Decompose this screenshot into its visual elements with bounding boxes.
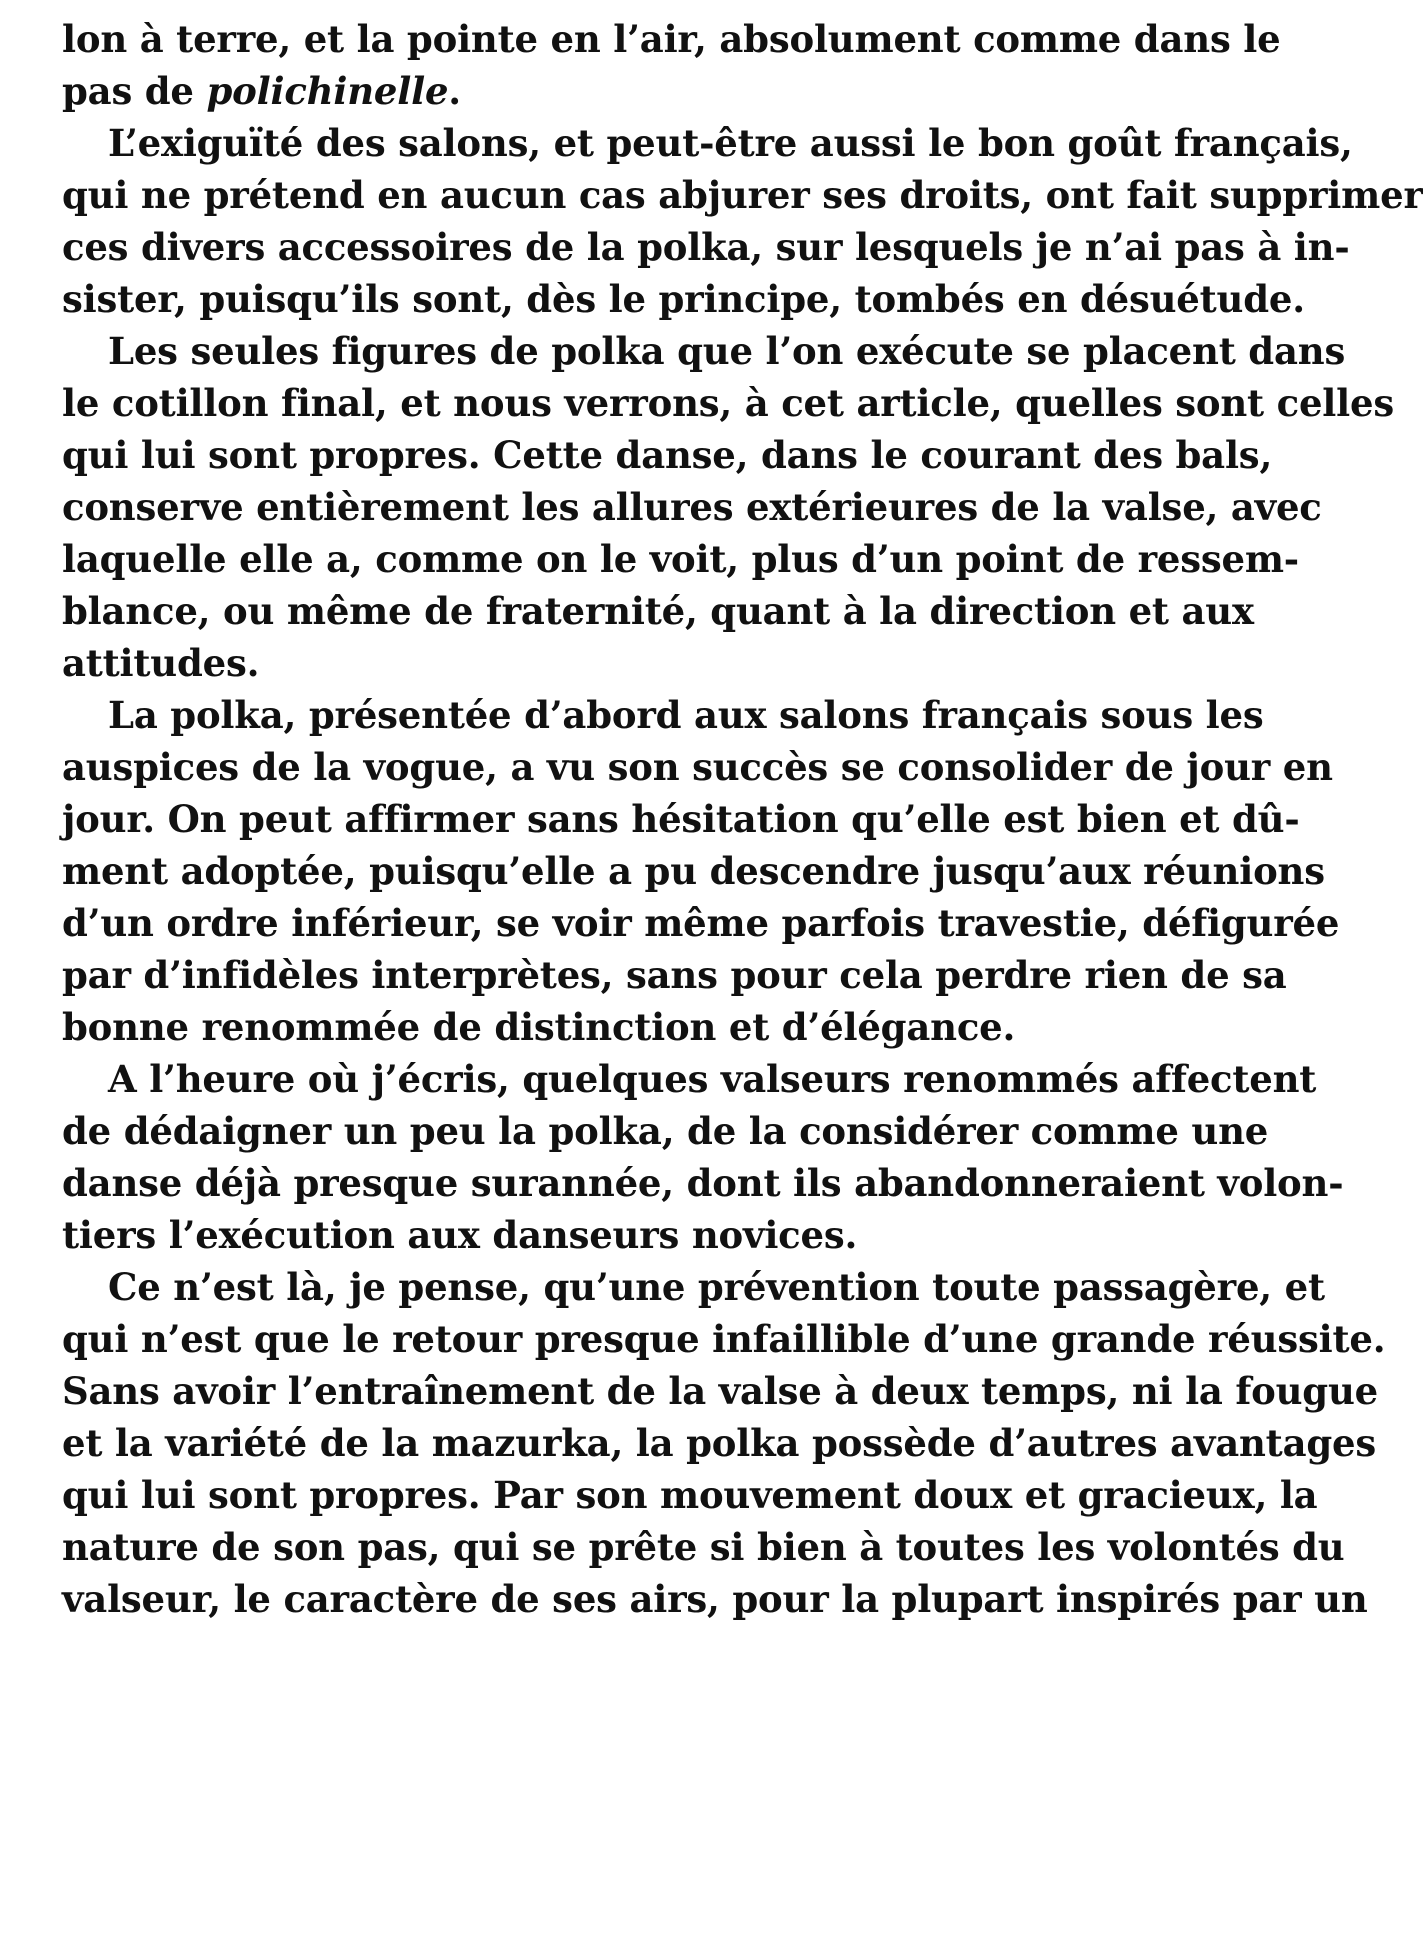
text-line: conserve entièrement les allures extérieures de la valse, avec [62, 485, 1322, 529]
text-line: qui ne prétend en aucun cas abjurer ses droits, ont fait supprimer [62, 173, 1423, 217]
text-line: attitudes. [62, 641, 260, 685]
paragraph-first-line: La polka, présentée d’abord aux salons français sous les [108, 693, 1264, 737]
italic-term: polichinelle [206, 69, 449, 113]
text-line: qui n’est que le retour presque infaillible d’une grande réussite. [62, 1317, 1386, 1361]
text-line: jour. On peut affirmer sans hésitation qu’elle est bien et dû- [62, 797, 1300, 841]
text-fragment: . [448, 69, 461, 113]
text-line: nature de son pas, qui se prête si bien à toutes les volontés du [62, 1525, 1345, 1569]
paragraph-first-line: L’exiguïté des salons, et peut-être aussi le bon goût français, [108, 121, 1353, 165]
text-line: blance, ou même de fraternité, quant à la direction et aux [62, 589, 1254, 633]
text-line: tiers l’exécution aux danseurs novices. [62, 1213, 858, 1257]
text-line: ces divers accessoires de la polka, sur lesquels je n’ai pas à in- [62, 225, 1350, 269]
text-line: sister, puisqu’ils sont, dès le principe, tombés en désuétude. [62, 277, 1305, 321]
text-line: auspices de la vogue, a vu son succès se consolider de jour en [62, 745, 1333, 789]
text-line: qui lui sont propres. Par son mouvement doux et gracieux, la [62, 1473, 1318, 1517]
text-line: et la variété de la mazurka, la polka possède d’autres avantages [62, 1421, 1376, 1465]
paragraph-first-line: A l’heure où j’écris, quelques valseurs renommés affectent [108, 1057, 1317, 1101]
text-line: le cotillon final, et nous verrons, à cet article, quelles sont celles [62, 381, 1394, 425]
text-line: Sans avoir l’entraînement de la valse à deux temps, ni la fougue [62, 1369, 1378, 1413]
paragraph-first-line: Ce n’est là, je pense, qu’une prévention toute passagère, et [108, 1265, 1325, 1309]
text-fragment: pas de [62, 69, 207, 113]
text-line: de dédaigner un peu la polka, de la considérer comme une [62, 1109, 1269, 1153]
text-line: par d’infidèles interprètes, sans pour cela perdre rien de sa [62, 953, 1287, 997]
text-line: ment adoptée, puisqu’elle a pu descendre jusqu’aux réunions [62, 849, 1325, 893]
paragraph-first-line: Les seules figures de polka que l’on exécute se placent dans [108, 329, 1346, 373]
text-line: qui lui sont propres. Cette danse, dans le courant des bals, [62, 433, 1273, 477]
text-line: valseur, le caractère de ses airs, pour la plupart inspirés par un [62, 1577, 1368, 1621]
text-line: laquelle elle a, comme on le voit, plus d’un point de ressem- [62, 537, 1299, 581]
text-line: bonne renommée de distinction et d’élégance. [62, 1005, 1016, 1049]
text-line: d’un ordre inférieur, se voir même parfois travestie, défigurée [62, 901, 1340, 945]
text-line: lon à terre, et la pointe en l’air, absolument comme dans le [62, 17, 1281, 61]
text-line: danse déjà presque surannée, dont ils abandonneraient volon- [62, 1161, 1344, 1205]
